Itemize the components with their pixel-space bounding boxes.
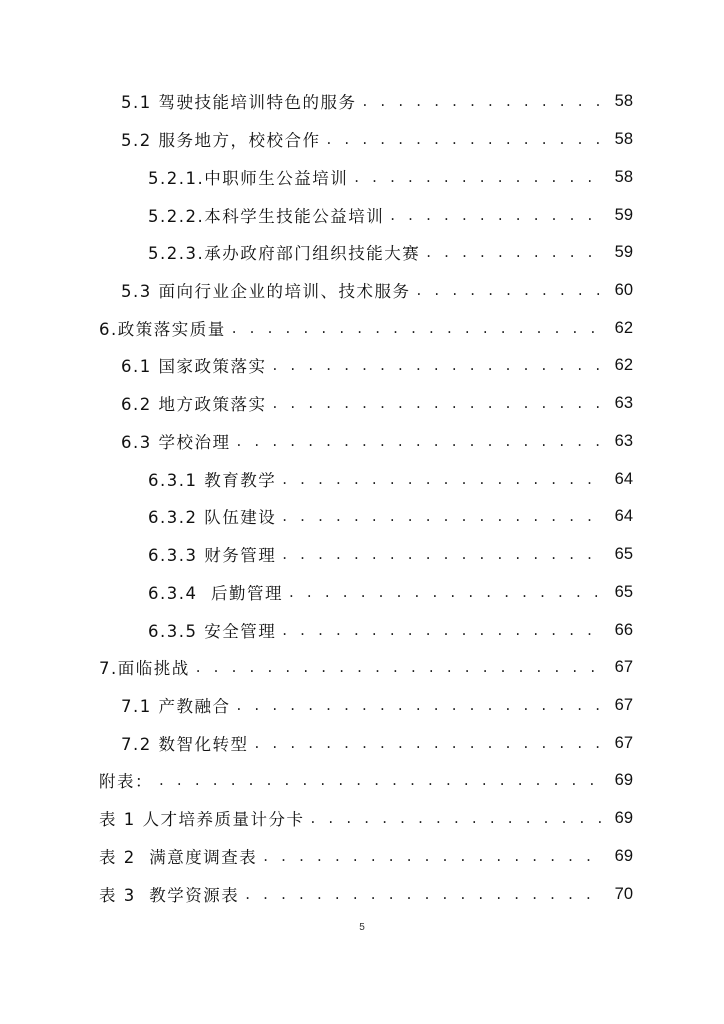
toc-dot-leader [237, 696, 604, 714]
toc-entry[interactable] [0, 879, 724, 909]
toc-page-number: 63 [614, 431, 633, 450]
toc-dot-leader [237, 432, 604, 450]
toc-entry-title: 5.3 面向行业企业的培训、技术服务 [121, 282, 411, 301]
toc-dot-leader [282, 621, 603, 639]
toc-page-number: 67 [614, 695, 633, 714]
toc-dot-leader [390, 206, 603, 224]
toc-dot-leader [282, 507, 603, 525]
toc-entry-title: 7.面临挑战 [99, 659, 190, 678]
toc-entry-title: 6.2 地方政策落实 [121, 395, 267, 414]
toc-page-number: 69 [614, 770, 633, 789]
toc-page-number: 69 [614, 808, 633, 827]
toc-entry[interactable] [0, 652, 724, 682]
toc-page-number: 70 [614, 884, 633, 903]
toc-entry[interactable] [0, 501, 724, 531]
toc-entry-title: 5.1 驾驶技能培训特色的服务 [121, 93, 357, 112]
toc-dot-leader [273, 356, 604, 374]
toc-dot-leader [363, 92, 604, 110]
toc-page-number: 62 [614, 355, 633, 374]
toc-entry[interactable] [0, 313, 724, 343]
toc-dot-leader [263, 847, 603, 865]
toc-entry-title: 6.3.3 财务管理 [148, 546, 277, 565]
toc-entry[interactable] [0, 464, 724, 494]
toc-entry-title: 表 2 满意度调查表 [99, 848, 258, 867]
toc-entry[interactable] [0, 200, 724, 230]
toc-dot-leader [417, 281, 604, 299]
toc-dot-leader [426, 243, 603, 261]
toc-page-number: 59 [614, 205, 633, 224]
toc-entry[interactable] [0, 275, 724, 305]
toc-entry[interactable] [0, 350, 724, 380]
toc-dot-leader [273, 394, 604, 412]
toc-entry-title: 6.政策落实质量 [99, 320, 226, 339]
toc-page-number: 66 [614, 620, 633, 639]
toc-entry-title: 5.2.2.本科学生技能公益培训 [148, 207, 385, 226]
toc-dot-leader [354, 168, 603, 186]
toc-entry-title: 6.3.4 后勤管理 [148, 584, 283, 603]
toc-entry-title: 6.1 国家政策落实 [121, 357, 267, 376]
toc-dot-leader [282, 470, 603, 488]
toc-entry[interactable] [0, 124, 724, 154]
toc-page-number: 60 [614, 280, 633, 299]
toc-page-number: 63 [614, 393, 633, 412]
toc-entry-title: 6.3.1 教育教学 [148, 471, 277, 490]
toc-page-number: 69 [614, 846, 633, 865]
toc-entry[interactable] [0, 690, 724, 720]
toc-dot-leader [282, 545, 603, 563]
toc-dot-leader [159, 771, 603, 789]
page-number: 5 [359, 922, 365, 933]
toc-dot-leader [255, 734, 604, 752]
toc-entry-title: 5.2 服务地方，校校合作 [121, 131, 321, 150]
toc-entry[interactable] [0, 577, 724, 607]
toc-dot-leader [311, 809, 604, 827]
toc-entry[interactable] [0, 841, 724, 871]
toc-entry[interactable] [0, 86, 724, 116]
toc-page-number: 62 [614, 318, 633, 337]
toc-dot-leader [245, 885, 603, 903]
toc-entry[interactable] [0, 728, 724, 758]
toc-page-number: 67 [614, 657, 633, 676]
toc-page-number: 64 [614, 469, 633, 488]
toc-entry[interactable] [0, 539, 724, 569]
toc-entry-title: 5.2.1.中职师生公益培训 [148, 169, 349, 188]
toc-entry-title: 表 3 教学资源表 [99, 886, 240, 905]
toc-entry[interactable] [0, 237, 724, 267]
toc-entry-title: 7.2 数智化转型 [121, 735, 249, 754]
toc-entry[interactable] [0, 615, 724, 645]
toc-dot-leader [196, 658, 603, 676]
toc-entry-title: 6.3.2 队伍建设 [148, 508, 277, 527]
toc-entry-title: 7.1 产教融合 [121, 697, 231, 716]
toc-page-number: 59 [614, 242, 633, 261]
toc-entry-title: 6.3.5 安全管理 [148, 622, 277, 641]
toc-entry[interactable] [0, 765, 724, 795]
toc-page-number: 65 [614, 544, 633, 563]
toc-entry-title: 附表： [99, 772, 153, 791]
toc-entry[interactable] [0, 803, 724, 833]
toc-entry[interactable] [0, 388, 724, 418]
toc-entry-title: 5.2.3.承办政府部门组织技能大赛 [148, 244, 421, 263]
toc-entry-title: 表 1 人才培养质量计分卡 [99, 810, 305, 829]
toc-dot-leader [327, 130, 604, 148]
toc-page-number: 58 [614, 167, 633, 186]
toc-entry[interactable] [0, 162, 724, 192]
toc-dot-leader [289, 583, 603, 601]
toc-page-number: 67 [614, 733, 633, 752]
toc-entry-title: 6.3 学校治理 [121, 433, 231, 452]
toc-dot-leader [232, 319, 603, 337]
toc-page-number: 65 [614, 582, 633, 601]
toc-entry[interactable] [0, 426, 724, 456]
toc-page-number: 58 [614, 129, 633, 148]
toc-page-number: 58 [614, 91, 633, 110]
toc-page-number: 64 [614, 506, 633, 525]
